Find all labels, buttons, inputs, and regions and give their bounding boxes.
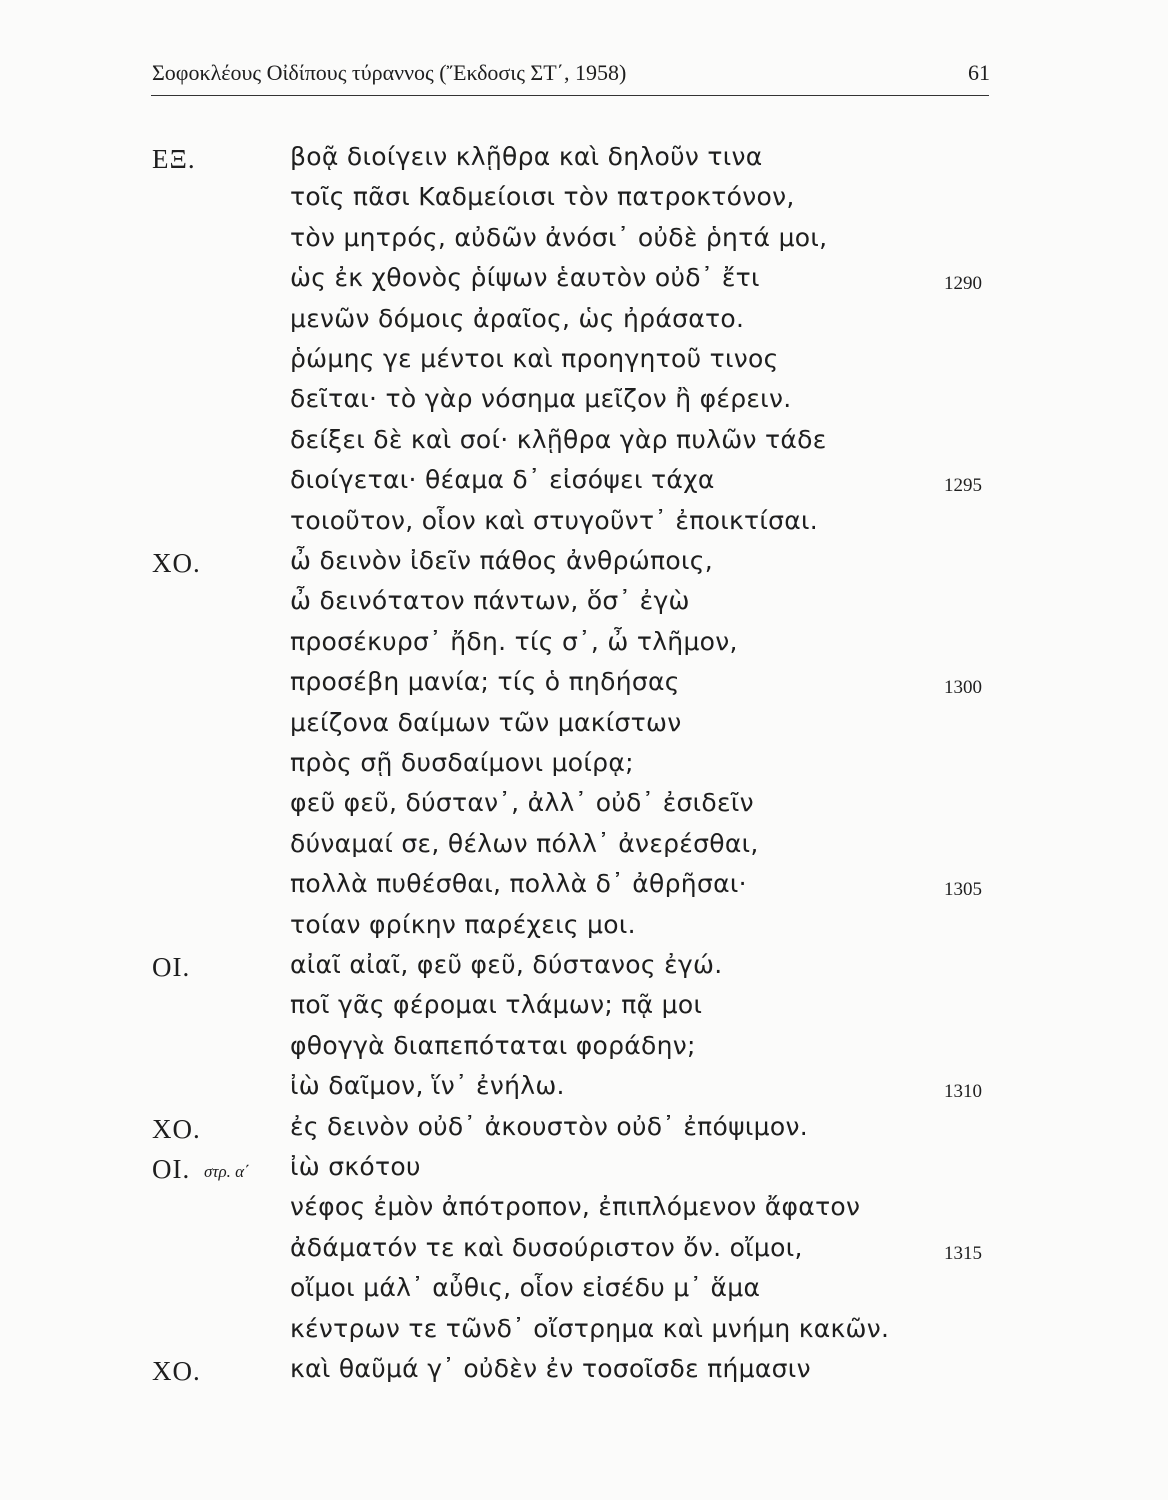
verse-line-text: τοίαν φρίκην παρέχεις μοι. <box>290 909 636 939</box>
verse-line-text: αἰαῖ αἰαῖ, φεῦ φεῦ, δύστανος ἐγώ. <box>290 950 723 979</box>
verse-line <box>0 1071 1168 1111</box>
verse-line-text: νέφος ἐμὸν ἀπότροπον, ἐπιπλόμενον ἄφατον <box>290 1192 861 1222</box>
verse-line <box>0 182 1168 222</box>
speaker-label: ΟΙ. <box>152 1154 191 1184</box>
verse-line <box>0 1031 1168 1071</box>
verse-line-text: ὦ δεινὸν ἰδεῖν πάθος ἀνθρώποις, <box>290 546 713 575</box>
verse-line-text: διοίγεται· θέαμα δ᾽ εἰσόψει τάχα <box>290 465 715 495</box>
speaker-label: ΕΞ. <box>152 144 196 174</box>
verse-line <box>0 708 1168 748</box>
verse-line <box>0 788 1168 828</box>
verse-line <box>0 142 1168 182</box>
line-number: 1310 <box>944 1081 982 1103</box>
verse-line <box>0 506 1168 546</box>
verse-line-text: μείζονα δαίμων τῶν μακίστων <box>290 707 682 737</box>
verse-line-text: ἐς δεινὸν οὐδ᾽ ἀκουστὸν οὐδ᾽ ἐπόψιμον. <box>290 1111 808 1141</box>
verse-line-text: ἰὼ σκότου <box>290 1152 421 1181</box>
verse-line <box>0 223 1168 263</box>
verse-line-text: τοιοῦτον, οἷον καὶ στυγοῦντ᾽ ἐποικτίσαι. <box>290 505 819 535</box>
verse-line <box>0 304 1168 344</box>
line-number: 1305 <box>944 879 982 901</box>
speaker-label: ΧΟ. <box>152 1356 201 1386</box>
verse-line-text: πρὸς σῇ δυσδαίμονι μοίρᾳ; <box>290 748 634 777</box>
verse-line <box>0 465 1168 505</box>
line-number: 1295 <box>944 475 982 497</box>
verse-line <box>0 1273 1168 1313</box>
verse-line-text: προσέβη μανία; τίς ὁ πηδήσας <box>290 667 680 697</box>
verse-line <box>0 950 1168 990</box>
speaker-label: ΧΟ. <box>152 548 201 578</box>
verse-line <box>0 1112 1168 1152</box>
verse-line-text: δείξει δὲ καὶ σοί· κλῇθρα γὰρ πυλῶν τάδε <box>290 424 827 454</box>
verse-line <box>0 344 1168 384</box>
verse-line <box>0 667 1168 707</box>
verse-line-text: δύναμαί σε, θέλων πόλλ᾽ ἀνερέσθαι, <box>290 828 759 858</box>
line-number: 1315 <box>944 1242 982 1264</box>
verse-line-text: τοῖς πᾶσι Καδμείοισι τὸν πατροκτόνον, <box>290 182 795 212</box>
verse-line-text: κέντρων τε τῶνδ᾽ οἴστρημα καὶ μνήμη κακῶν. <box>290 1313 890 1343</box>
verse-line <box>0 263 1168 303</box>
verse-line-text: καὶ θαῦμά γ᾽ οὐδὲν ἐν τοσοῖσδε πήμασιν <box>290 1354 811 1383</box>
verse-line-text: φθογγὰ διαπεπόταται φοράδην; <box>290 1030 696 1060</box>
speaker-label: ΟΙ. <box>152 952 191 982</box>
verse-line <box>0 586 1168 626</box>
verse-line-text: μενῶν δόμοις ἀραῖος, ὡς ἠράσατο. <box>290 303 745 333</box>
verse-line-text: τὸν μητρός, αὐδῶν ἀνόσι᾽ οὐδὲ ῥητά μοι, <box>290 222 828 252</box>
running-header-title: Σοφοκλέους Οἰδίπους τύραννος (Ἔκδοσις ΣΤ΄, 1958) <box>152 60 627 85</box>
verse-line <box>0 748 1168 788</box>
line-number: 1300 <box>944 677 982 699</box>
verse-line <box>0 627 1168 667</box>
verse-line-text: ἀδάματόν τε καὶ δυσούριστον ὄν. οἴμοι, <box>290 1232 803 1262</box>
verse-line <box>0 1354 1168 1394</box>
verse-line <box>0 869 1168 909</box>
verse-line-text: ὡς ἐκ χθονὸς ῥίψων ἑαυτὸν οὐδ᾽ ἔτι <box>290 263 760 293</box>
line-number: 1290 <box>944 273 982 295</box>
strophe-marker: στρ. α΄ <box>204 1162 250 1181</box>
verse-line <box>0 425 1168 465</box>
verse-line <box>0 546 1168 586</box>
verse-line-text: δεῖται· τὸ γὰρ νόσημα μεῖζον ἢ φέρειν. <box>290 384 792 414</box>
verse-line-text: ὦ δεινότατον πάντων, ὅσ᾽ ἐγὼ <box>290 586 690 616</box>
verse-line <box>0 1152 1168 1192</box>
verse-line-text: βοᾷ διοίγειν κλῇθρα καὶ δηλοῦν τινα <box>290 142 763 171</box>
verse-line <box>0 1192 1168 1232</box>
verse-line-text: ποῖ γᾶς φέρομαι τλάμων; πᾷ μοι <box>290 990 703 1020</box>
verse-line <box>0 990 1168 1030</box>
page-number: 61 <box>968 60 990 85</box>
verse-line <box>0 1233 1168 1273</box>
verse-line-text: φεῦ φεῦ, δύσταν᾽, ἀλλ᾽ οὐδ᾽ ἐσιδεῖν <box>290 788 754 818</box>
verse-line <box>0 384 1168 424</box>
speaker-label: ΧΟ. <box>152 1113 201 1144</box>
verse-line-text: ῥώμης γε μέντοι καὶ προηγητοῦ τινος <box>290 344 779 373</box>
verse-line <box>0 829 1168 869</box>
verse-line <box>0 910 1168 950</box>
verse-line-text: ἰὼ δαῖμον, ἵν᾽ ἐνήλω. <box>290 1071 565 1101</box>
verse-line-text: προσέκυρσ᾽ ἤδη. τίς σ᾽, ὦ τλῆμον, <box>290 626 738 656</box>
header-rule <box>151 95 989 96</box>
verse-line-text: πολλὰ πυθέσθαι, πολλὰ δ᾽ ἀθρῆσαι· <box>290 869 747 899</box>
verse-line-text: οἴμοι μάλ᾽ αὖθις, οἷον εἰσέδυ μ᾽ ἅμα <box>290 1273 761 1303</box>
verse-line <box>0 1314 1168 1354</box>
